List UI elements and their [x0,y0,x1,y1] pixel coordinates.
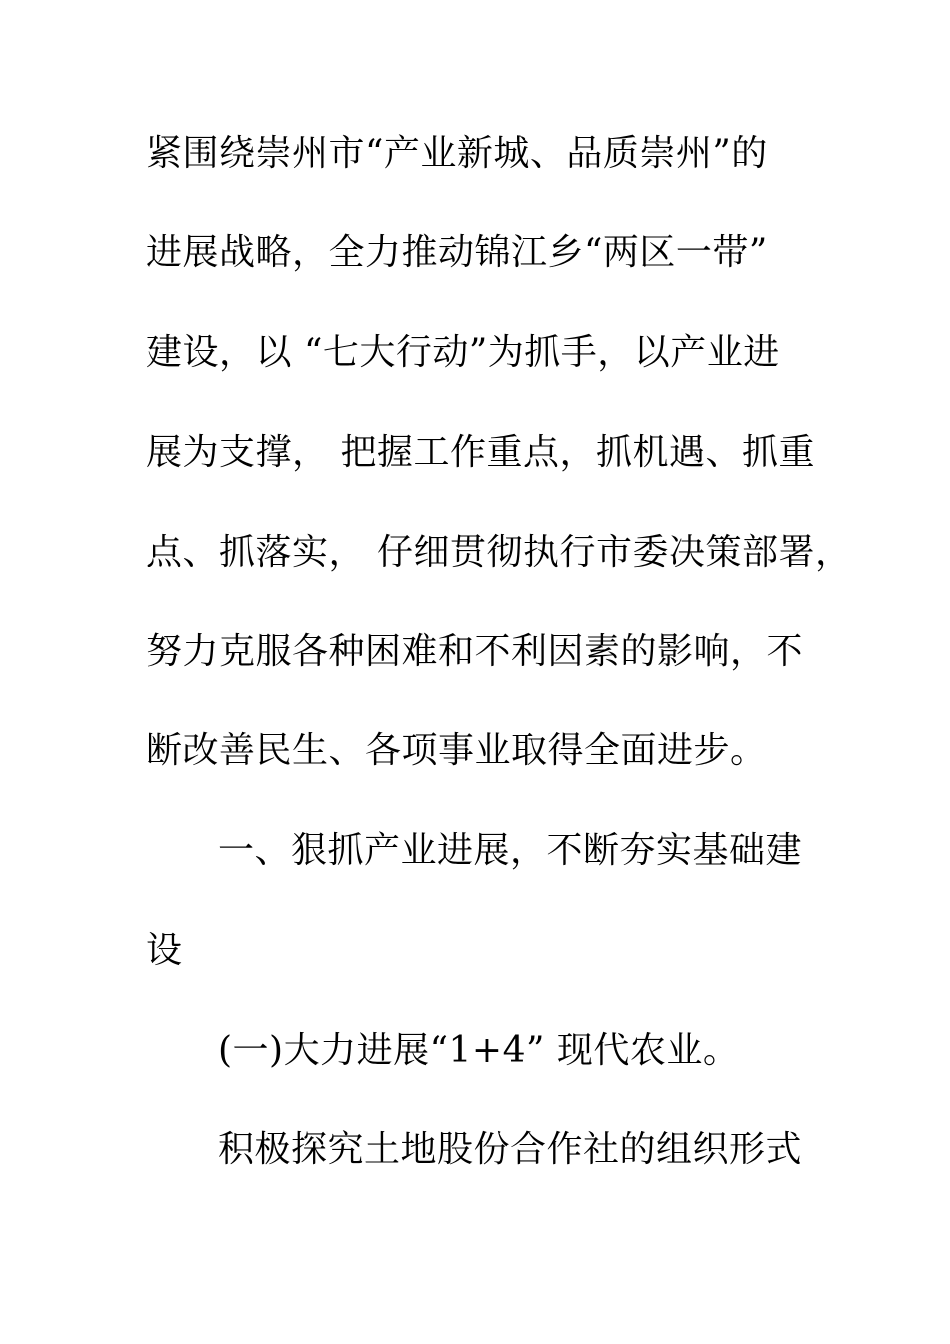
section-heading: 一、狠抓产业进展，不断夯实基础建 [218,830,803,871]
section-heading-continuation: 设 [146,930,183,971]
text-line-5: 点、抓落实， 仔细贯彻执行市委决策部署， [146,532,852,573]
text-line-6: 努力克服各种困难和不利因素的影响，不 [146,631,804,672]
text-line-4: 展为支撑， 把握工作重点，抓机遇、抓重 [146,432,815,473]
text-line-7: 断改善民生、各项事业取得全面进步。 [146,730,767,771]
paragraph-start: 积极探究土地股份合作社的组织形式 [218,1129,803,1170]
text-line-2: 进展战略，全力推动锦江乡“两区一带” [146,232,768,273]
subsection-heading: (一)大力进展“1+4” 现代农业。 [218,1030,740,1071]
text-line-1: 紧围绕崇州市“产业新城、品质崇州”的 [146,133,768,174]
text-line-3: 建设，以 “七大行动”为抓手，以产业进 [146,332,780,373]
